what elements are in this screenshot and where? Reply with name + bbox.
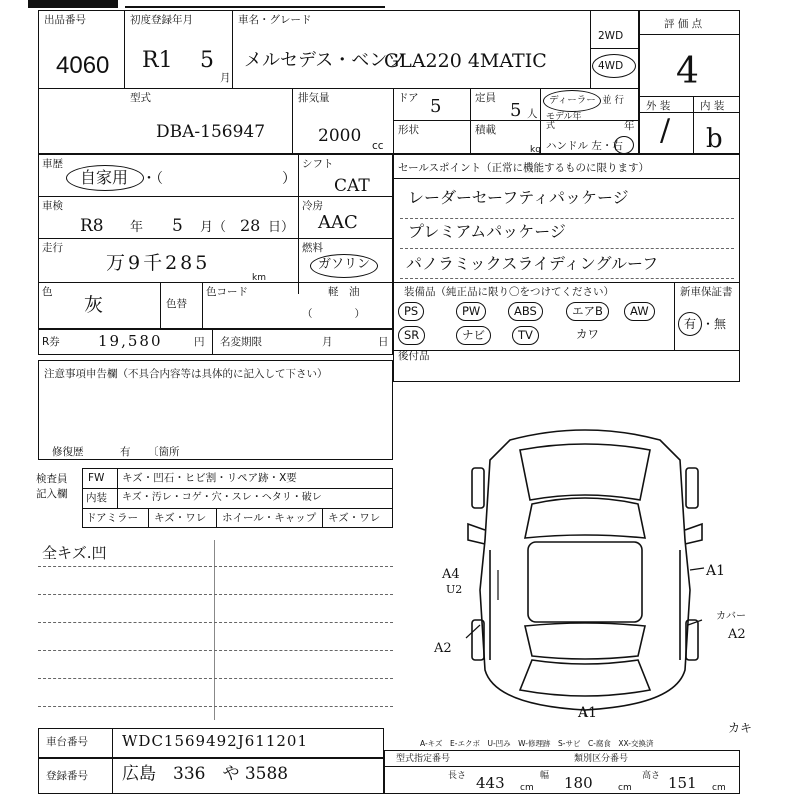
equip-ps: PS (398, 302, 424, 321)
equip-aw: AW (624, 302, 655, 321)
sales-point-3: パノラミックスライディングルーフ (406, 254, 659, 273)
mirror-damage: キズ・ワレ (154, 512, 207, 524)
chassis-number: WDC1569492J611201 (122, 732, 308, 750)
transfer-label: 名変期限 (220, 336, 262, 348)
title-band (28, 0, 118, 8)
legend-extra: カキ (728, 721, 753, 735)
post-install-label: 後付品 (398, 350, 430, 362)
inspector-fw-text: キズ・凹石・ヒビ割・リペア跡・X要 (122, 472, 297, 484)
wheel-label: ホイール・キャップ (222, 512, 317, 524)
score-value: 4 (676, 51, 699, 92)
notes-label: 注意事項申告欄（不具合内容等は具体的に記入して下さい） (44, 368, 328, 380)
lot-label: 出品番号 (44, 14, 86, 26)
warranty-no: 無 (714, 317, 727, 331)
chassis-label: 車台番号 (46, 736, 88, 748)
inspector-interior-text: キズ・汚レ・コゲ・穴・スレ・ヘタリ・破レ (122, 492, 322, 503)
type-spec-label: 型式指定番号 (396, 754, 451, 764)
year-suffix: 年 (624, 120, 635, 132)
first-reg-label: 初度登録年月 (130, 14, 193, 26)
recycle-row (38, 329, 393, 355)
score-label: 評 価 点 (664, 18, 703, 30)
mirror-label: ドアミラー (86, 512, 139, 524)
class-label: 類別区分番号 (574, 754, 629, 764)
mark-right-front: A1 (706, 563, 726, 579)
width-value: 180 (564, 774, 593, 792)
capacity-value: 5 (510, 100, 522, 121)
mileage-label: 走行 (42, 242, 63, 254)
inspection-day: 28 (240, 216, 261, 235)
displacement-value: 2000 (318, 126, 362, 146)
color-value: 灰 (84, 294, 104, 316)
usage-suffix: ・（ (142, 171, 163, 187)
sales-label: セールスポイント（正常に機能するものに限ります） (398, 162, 650, 174)
title-band-right (125, 0, 385, 8)
height-unit: cm (712, 783, 726, 793)
vehicle-info-box (38, 10, 740, 154)
color-label: 色 (42, 286, 53, 298)
mark-right-rear-2: A2 (728, 627, 746, 642)
first-reg-month: 5 (200, 48, 214, 73)
mileage-unit: km (252, 273, 266, 283)
transfer-day: 日 (378, 336, 389, 348)
inspection-era: R8 (80, 216, 104, 236)
mark-left-rear: A2 (434, 641, 452, 656)
inspection-year-unit: 年 (130, 220, 144, 235)
light-oil-parens: （ ） (302, 308, 365, 320)
doors-label: ドア (398, 92, 419, 104)
width-label: 幅 (540, 771, 550, 781)
displacement-label: 排気量 (298, 92, 330, 104)
inspection-day-unit: 日） (268, 220, 295, 235)
load-label: 積載 (475, 124, 496, 136)
equip-tv: TV (512, 326, 539, 345)
mark-left-front-2: U2 (446, 583, 463, 596)
parallel-label: 並 行 (602, 95, 625, 106)
usage-value: 自家用 (80, 168, 129, 187)
length-value: 443 (476, 774, 505, 792)
inspector-fw-key: FW (88, 472, 105, 484)
handle-label: ハンドル 左・右 (546, 140, 623, 152)
car-name-label: 車名・グレード (238, 14, 312, 26)
usage-label: 車歴 (42, 158, 63, 170)
drive-2wd: 2WD (598, 30, 624, 42)
lot-number: 4060 (56, 52, 110, 79)
width-unit: cm (618, 783, 632, 793)
height-value: 151 (668, 774, 697, 792)
car-name: メルセデス・ベンツ (244, 50, 406, 71)
ac-value: AAC (318, 212, 358, 233)
sales-point-1: レーダーセーフティパッケージ (408, 188, 629, 207)
repair-value: 有 (120, 446, 131, 458)
equip-sr: SR (398, 326, 425, 345)
inspection-month: 5 (172, 216, 183, 236)
doors-value: 5 (430, 96, 442, 117)
dealer-label: ディーラー (549, 95, 596, 106)
mileage-value: 万9千285 (106, 252, 211, 274)
transfer-month: 月 (322, 336, 333, 348)
usage-close: ） (282, 171, 296, 187)
model-value: DBA-156947 (156, 122, 266, 142)
warranty-yes: 有 (684, 317, 697, 331)
equip-airbag: エアB (566, 302, 609, 321)
ac-label: 冷房 (302, 200, 323, 212)
repair-location-label: 〔箇所 (148, 446, 180, 458)
mark-right-rear-1: カバー (716, 611, 746, 622)
damage-legend: A-キズ E-エクボ U-凹み W-修理跡 S-サビ C-腐食 XX-交換済 (420, 739, 654, 748)
sales-point-2: プレミアムパッケージ (408, 222, 566, 241)
capacity-label: 定員 (475, 92, 496, 104)
equip-pw: PW (456, 302, 486, 321)
color-code-label: 色コード (206, 286, 248, 298)
remarks-handwritten: 全キズ.凹 (42, 544, 107, 562)
recycle-label: R券 (42, 336, 60, 348)
drive-4wd: 4WD (598, 60, 624, 72)
equipment-label: 装備品（純正品に限り〇をつけてください） (404, 286, 614, 298)
first-reg-month-unit: 月 (220, 72, 231, 84)
new-car-warranty-label: 新車保証書 (680, 286, 733, 298)
car-damage-diagram (440, 420, 730, 720)
model-year-label: モデル年式 (546, 112, 582, 131)
interior-score: b (706, 124, 723, 154)
repair-label: 修復歴 (52, 446, 84, 458)
model-label: 型式 (130, 92, 151, 104)
height-label: 高さ (642, 771, 661, 781)
inspection-month-unit: 月（ (200, 220, 227, 235)
handle-right-circle (614, 136, 634, 154)
inspector-label: 検査員記入欄 (36, 473, 68, 500)
recycle-fee: 19,580 (98, 332, 163, 350)
length-unit: cm (520, 783, 534, 793)
length-label: 長さ (448, 771, 467, 781)
equip-navi: ナビ (456, 326, 491, 345)
inspection-label: 車検 (42, 200, 63, 212)
light-oil-label: 軽 油 (328, 286, 360, 298)
exterior-label: 外 装 (646, 100, 671, 112)
mark-left-front-1: A4 (442, 567, 460, 582)
displacement-unit: cc (372, 140, 384, 152)
color-change-label: 色替 (166, 298, 187, 310)
registration-number: 広島 336 や 3588 (122, 764, 289, 784)
wheel-damage: キズ・ワレ (328, 512, 381, 524)
warranty-sep: ・ (702, 317, 715, 331)
shift-value: CAT (334, 176, 370, 196)
equip-leather: カワ (576, 327, 599, 341)
recycle-yen: 円 (194, 336, 205, 348)
load-unit: kg (530, 145, 541, 155)
interior-label: 内 装 (700, 100, 725, 112)
fuel-label: 燃料 (302, 242, 323, 254)
fuel-value: ガソリン (318, 257, 371, 272)
mark-rear: A1 (578, 705, 598, 721)
equip-abs: ABS (508, 302, 543, 321)
shift-label: シフト (302, 158, 334, 170)
registration-label: 登録番号 (46, 770, 88, 782)
inspector-interior-key: 内装 (86, 492, 107, 504)
shape-label: 形状 (398, 124, 419, 136)
first-reg-era: R1 (142, 48, 173, 73)
car-grade: GLA220 4MATIC (384, 50, 547, 72)
capacity-unit: 人 (527, 108, 538, 120)
exterior-score: / (660, 113, 671, 148)
